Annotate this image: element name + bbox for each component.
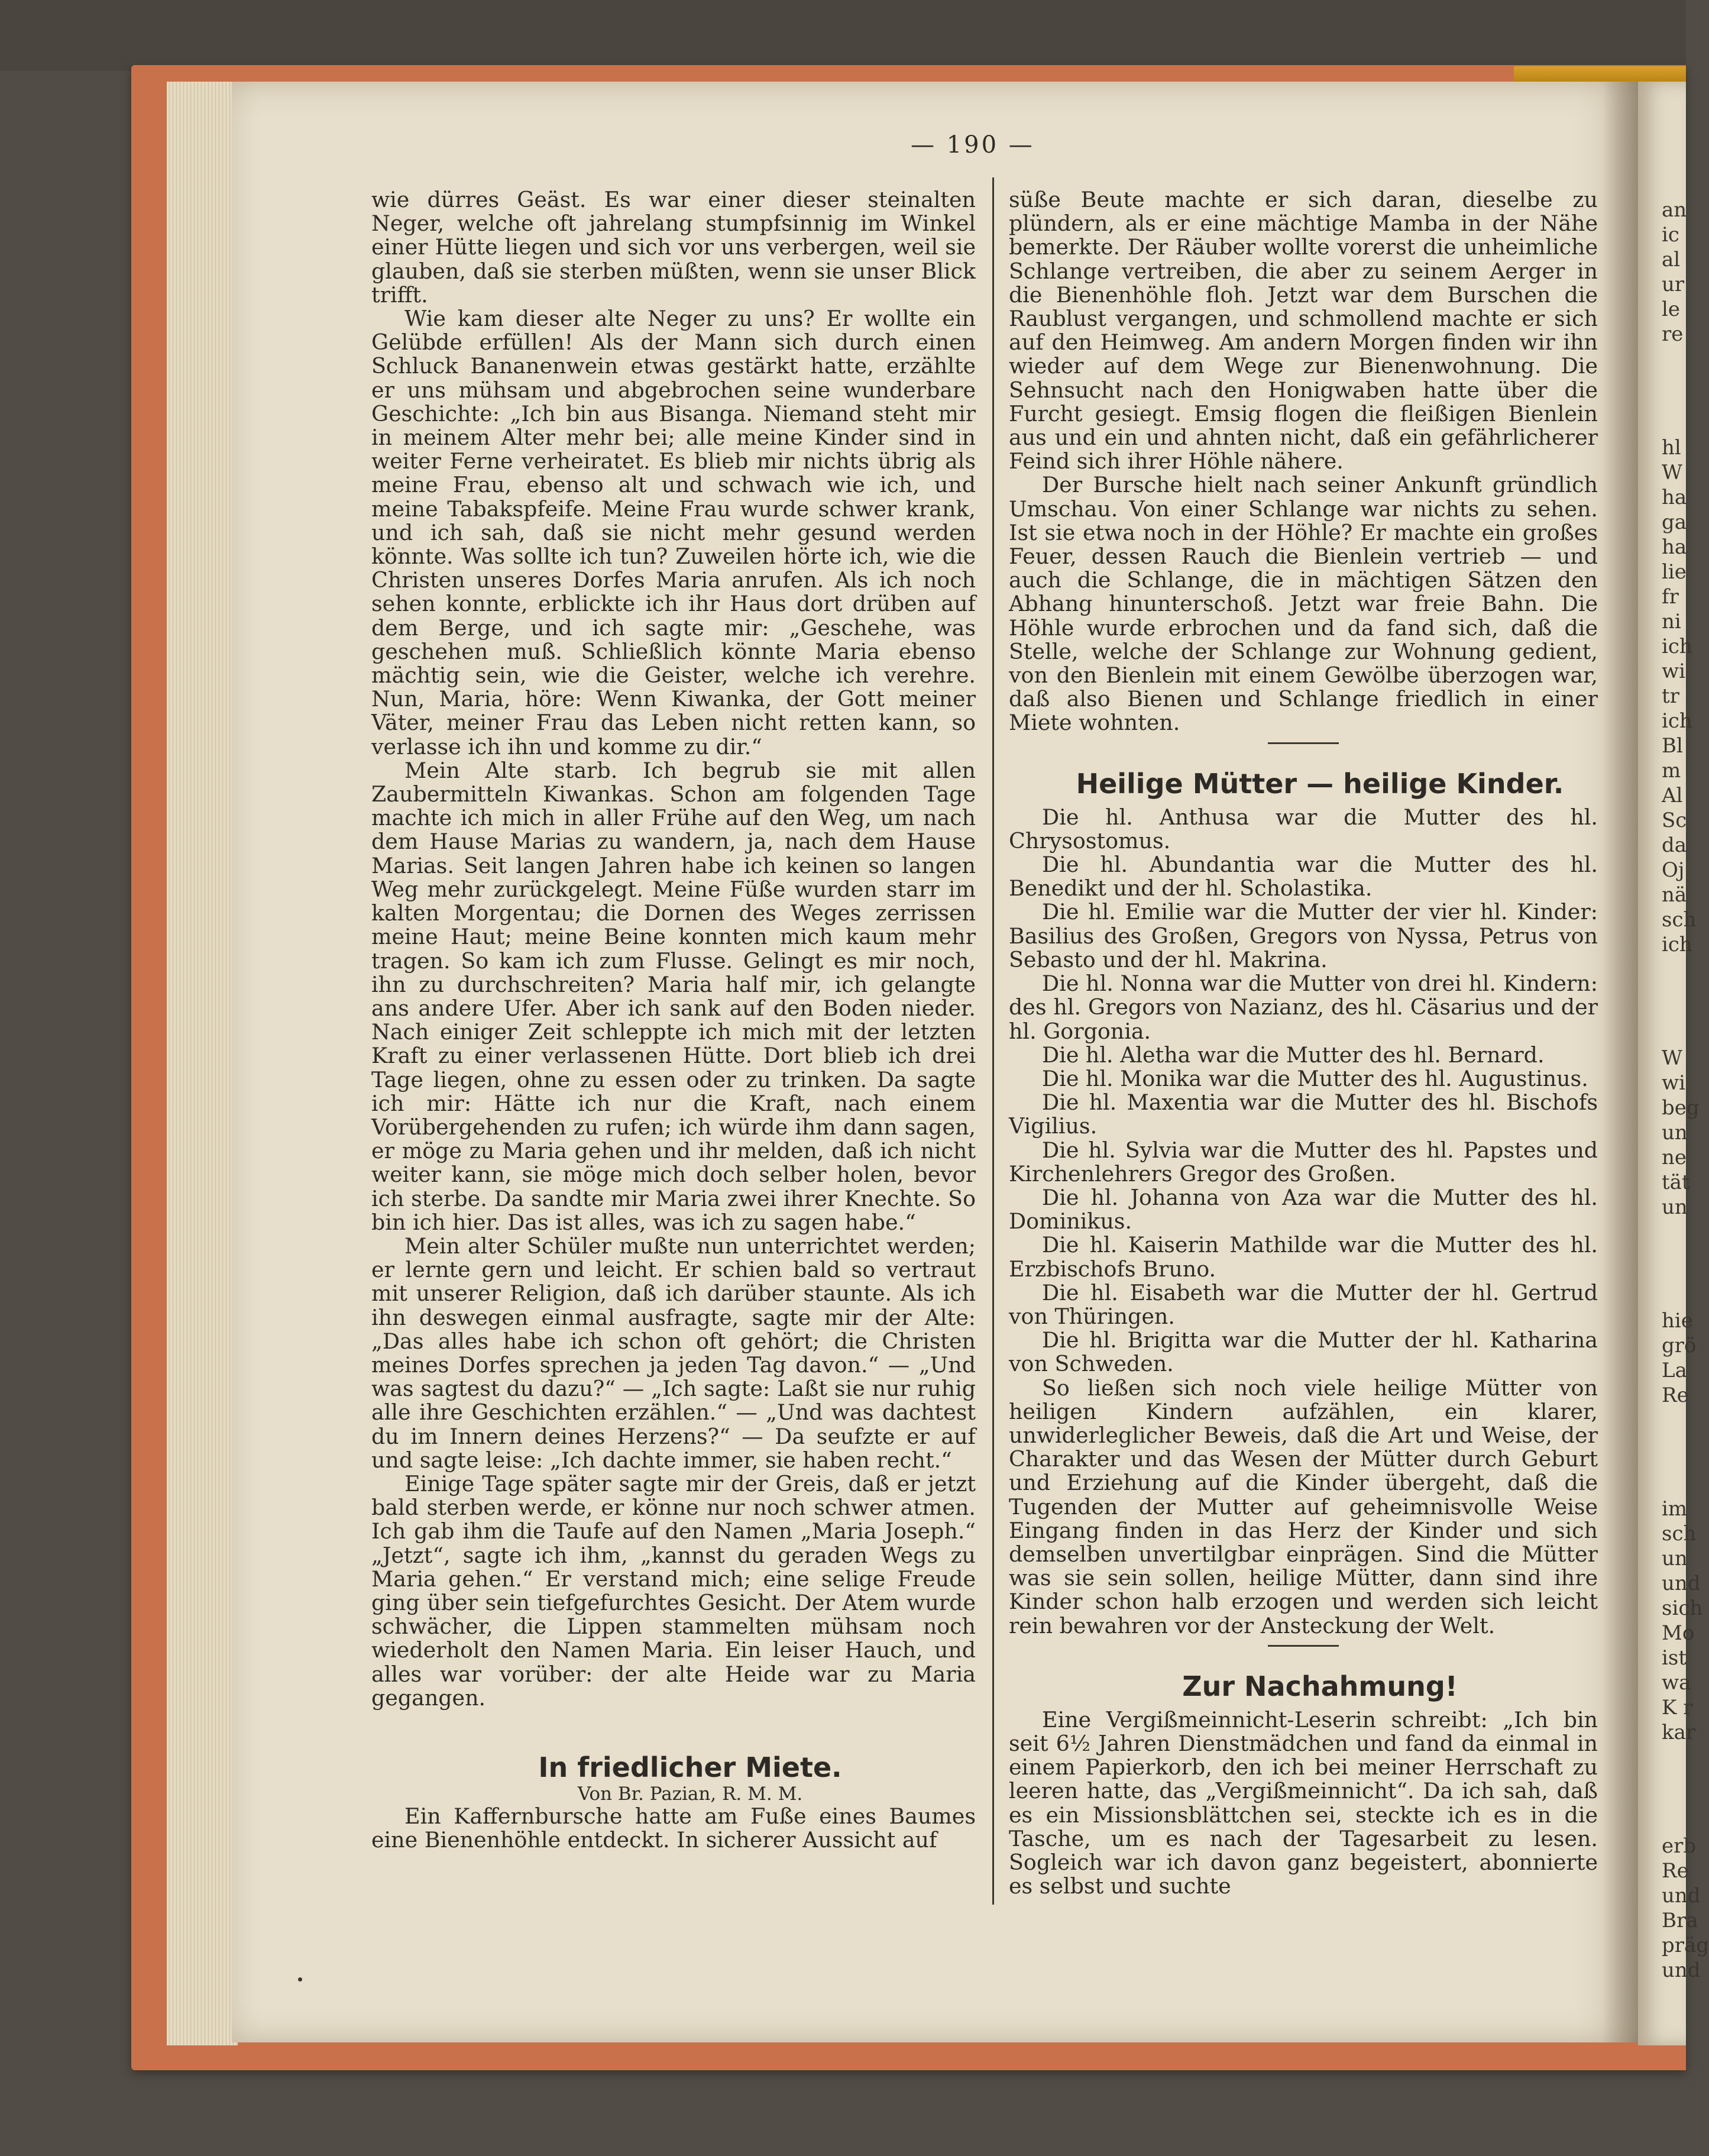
facing-page-fragment: ich bbox=[1662, 933, 1692, 956]
paragraph: Einige Tage später sagte mir der Greis, daß er jetzt bald sterben werde, er könne nur noch schwer atmen. Ich gab ihm die Taufe auf den Namen „Maria Joseph.“ „Jetzt“, sagte ich ihm, „kannst du geraden Wegs zu Maria gehen.“ Er verstand mich; eine selige Freude ging über sein tiefgefurchtes Gesicht. Der Atem wurde schwächer, die Lippen stammelten mühsam noch wiederholt den Namen Maria. Ein leiser Hauch, und alles war vorüber: der alte Heide war zu Maria gegangen. bbox=[371, 1470, 976, 1711]
facing-page-fragment: ha bbox=[1662, 486, 1687, 509]
facing-page-fragment: tät bbox=[1662, 1171, 1690, 1194]
facing-page-fragment: Sc bbox=[1662, 809, 1687, 832]
facing-page-fragment: un bbox=[1662, 1547, 1688, 1570]
facing-page-fragment: ga bbox=[1662, 510, 1687, 534]
facing-page-fragment: präg bbox=[1662, 1934, 1709, 1957]
facing-page-fragment: wi bbox=[1662, 660, 1685, 683]
scan-background bbox=[0, 0, 1686, 71]
facing-page-fragment: ich bbox=[1662, 709, 1692, 733]
facing-page-fragment: le bbox=[1662, 298, 1680, 321]
paragraph: Die hl. Kaiserin Mathilde war die Mutter des hl. Erzbischofs Bruno. bbox=[1009, 1232, 1598, 1282]
paragraph: süße Beute machte er sich daran, dieselbe zu plündern, als er eine mächtige Mamba in der Nähe bemerkte. Der Räuber wollte vorerst die unheimliche Schlange vertreiben, die aber zu seinem Aerger in die Bienenhöhle floh. Jetzt war dem Burschen die Raublust vergangen, und schmollend machte er sich auf den Heimweg. Am andern Morgen finden wir ihn wieder auf dem Wege zur Bienenwohnung. Die Sehnsucht nach den Honigwaben hatte über die Furcht gesiegt. Emsig flogen die fleißigen Bienlein aus und ein und ahnten nicht, daß ein gefährlicherer Feind sich ihrer Höhle nähere. bbox=[1009, 187, 1598, 474]
facing-page-fragment: W bbox=[1662, 1046, 1682, 1070]
paragraph: Die hl. Johanna von Aza war die Mutter des hl. Dominikus. bbox=[1009, 1184, 1598, 1234]
facing-page-fragment: Re bbox=[1662, 1859, 1689, 1883]
facing-page-fragment: Bra bbox=[1662, 1909, 1698, 1932]
facing-page-fragment: kar bbox=[1662, 1721, 1696, 1744]
left-column bbox=[371, 188, 976, 1852]
paragraph: Mein alter Schüler mußte nun unterrichtet werden; er lernte gern und leicht. Er schien bald so vertraut mit unserer Religion, daß ich darüber staunte. Als ich ihn deswegen einmal ausfragte, sagte mir der Alte: „Das alles habe ich schon oft gehört; die Christen meines Dorfes sprechen ja jeden Tag davon.“ — „Und was sagtest du dazu?“ — „Ich sagte: Laßt sie nur ruhig alle ihre Geschichten erzählen.“ — „Und was dachtest du im Innern deines Herzens?“ — Da seufzte er auf und sagte leise: „Ich dachte immer, sie haben recht.“ bbox=[371, 1233, 976, 1473]
page-gutter-shadow bbox=[1603, 82, 1638, 2042]
paragraph: Die hl. Brigitta war die Mutter der hl. Katharina von Schweden. bbox=[1009, 1327, 1598, 1377]
paragraph: Die hl. Monika war die Mutter des hl. Augustinus. bbox=[1042, 1065, 1588, 1091]
facing-page-fragment: ich bbox=[1662, 635, 1692, 658]
paragraph: wie dürres Geäst. Es war einer dieser steinalten Neger, welche oft jahrelang stumpfsinnig im Winkel einer Hütte liegen und sich vor uns verbergen, weil sie glauben, daß sie sterben müßten, wenn sie unser Blick trifft. bbox=[371, 187, 976, 308]
facing-page-fragment: Bl bbox=[1662, 734, 1683, 758]
facing-page-fragment: W bbox=[1662, 461, 1682, 484]
facing-page-fragment: hie bbox=[1662, 1309, 1693, 1333]
article-title: Heilige Mütter — heilige Kinder. bbox=[1076, 767, 1564, 800]
facing-page-fragment: K r bbox=[1662, 1696, 1693, 1719]
article-title: Zur Nachahmung! bbox=[1182, 1670, 1458, 1702]
facing-page-fragment: hl bbox=[1662, 436, 1681, 460]
paper-speck bbox=[298, 1977, 302, 1982]
facing-page-fragment: tr bbox=[1662, 684, 1679, 708]
facing-page-fragment: da bbox=[1662, 833, 1687, 857]
facing-page-fragment: beg bbox=[1662, 1096, 1700, 1120]
paragraph: Die hl. Maxentia war die Mutter des hl. Bischofs Vigilius. bbox=[1009, 1090, 1598, 1139]
facing-page-fragment: al bbox=[1662, 248, 1681, 271]
facing-page-fragment: La bbox=[1662, 1359, 1687, 1382]
paragraph: Wie kam dieser alte Neger zu uns? Er wollte ein Gelübde erfüllen! Als der Mann sich durch einen Schluck Bananenwein etwas gestärkt hatte, erzählte er uns mühsam und abgebrochen seine wunderbare Geschichte: „Ich bin aus Bisanga. Niemand steht mir in meinem Alter mehr bei; alle meine Kinder sind in weiter Ferne verheiratet. Es blieb mir nichts übrig als meine Frau, ebenso alt und schwach wie ich, und meine Tabakspfeife. Meine Frau wurde schwer krank, und ich sah, daß sie nicht mehr gesund werden könnte. Was sollte ich tun? Zuweilen hörte ich, wie die Christen unseres Dorfes Maria anrufen. Als ich noch sehen konnte, erblickte ich ihr Haus dort drüben auf dem Berge, und ich sagte mir: „Geschehe, was geschehen muß. Schließlich könnte Maria ebenso mächtig sein, wie die Geister, welche ich verehre. Nun, Maria, höre: Wenn Kiwanka, der Gott meiner Väter, meiner Frau das Leben nicht retten kann, so verlasse ich ihn und komme zu dir.“ bbox=[371, 306, 976, 759]
page-edges bbox=[167, 82, 238, 2045]
paragraph: Die hl. Sylvia war die Mutter des hl. Papstes und Kirchenlehrers Gregor des Großen. bbox=[1009, 1137, 1598, 1187]
facing-page-fragment: un bbox=[1662, 1195, 1688, 1219]
facing-page-fragment: ist bbox=[1662, 1646, 1687, 1670]
facing-page-fragment: und bbox=[1662, 1572, 1701, 1595]
paragraph: Die hl. Aletha war die Mutter des hl. Bernard. bbox=[1042, 1042, 1545, 1068]
facing-page-fragment: nä bbox=[1662, 883, 1687, 907]
column-divider bbox=[992, 177, 994, 1905]
facing-page-fragment: sch bbox=[1662, 1522, 1697, 1546]
paragraph: Mein Alte starb. Ich begrub sie mit allen Zaubermitteln Kiwankas. Schon am folgenden Tage machte ich mich in aller Frühe auf den Weg, um nach dem Hause Marias zu wandern, ja, nach dem Hause Marias. Seit langen Jahren habe ich keinen so langen Weg mehr zurückgelegt. Meine Füße wurden starr im kalten Morgentau; die Dornen des Weges zerrissen meine Haut; meine Beine konnten mich kaum mehr tragen. So kam ich zum Flusse. Gelingt es mir noch, ihn zu durchschreiten? Maria half mir, ich gelangte ans andere Ufer. Aber ich sank auf den Boden nieder. Nach einiger Zeit schleppte ich mich mit der letzten Kraft zu einer verlassenen Hütte. Dort blieb ich drei Tage liegen, ohne zu essen oder zu trinken. Da sagte ich mir: Hätte ich nur die Kraft, nach einem Vorübergehenden zu rufen; ich würde ihm dann sagen, er möge zu Maria gehen und ihr melden, daß ich nicht weiter kann, sie möge mich doch selber holen, bevor ich sterbe. Da sandte mir Maria zwei ihrer Knechte. So bin ich hier. Das ist alles, was ich zu sagen habe.“ bbox=[371, 757, 976, 1235]
facing-page-fragment: wi bbox=[1662, 1071, 1685, 1095]
facing-page-fragment: an bbox=[1662, 198, 1687, 222]
facing-page-fragment: erb bbox=[1662, 1834, 1697, 1858]
facing-page-fragment: lie bbox=[1662, 560, 1687, 584]
facing-page-fragment: und bbox=[1662, 1958, 1701, 1982]
facing-page-fragment: sch bbox=[1662, 908, 1697, 932]
article-byline: Von Br. Pazian, R. M. M. bbox=[577, 1783, 803, 1805]
paragraph: Die hl. Emilie war die Mutter der vier hl. Kinder: Basilius des Großen, Gregors von Nyssa, Petrus von Sebasto und der hl. Makrina. bbox=[1009, 899, 1598, 972]
facing-page-fragment: Mo bbox=[1662, 1621, 1695, 1645]
facing-page-fragment: Re bbox=[1662, 1384, 1689, 1407]
paragraph: Die hl. Anthusa war die Mutter des hl. Chrysostomus. bbox=[1009, 804, 1598, 854]
paragraph: Ein Kaffernbursche hatte am Fuße eines Baumes eine Bienenhöhle entdeckt. In sicherer Aussicht auf bbox=[371, 1803, 976, 1853]
paragraph: Die hl. Abundantia war die Mutter des hl. Benedikt und der hl. Scholastika. bbox=[1009, 852, 1598, 901]
facing-page-fragment: wa bbox=[1662, 1671, 1691, 1695]
facing-page-fragment: re bbox=[1662, 322, 1684, 346]
paragraph: Eine Vergißmeinnicht-Leserin schreibt: „Ich bin seit 6½ Jahren Dienstmädchen und fand da einmal in einem Papierkorb, den ich bei meiner Herrschaft zu leeren hatte, das „Vergißmeinnicht“. Da ich sah, daß es ein Missionsblättchen sei, steckte ich es in die Tasche, um es nach der Tagesarbeit zu lesen. Sogleich war ich davon ganz begeistert, abonnierte es selbst und suchte bbox=[1009, 1706, 1598, 1899]
facing-page-fragment: fr bbox=[1662, 585, 1679, 609]
facing-page-fragment: im bbox=[1662, 1497, 1688, 1521]
facing-page-fragment: ha bbox=[1662, 535, 1687, 559]
facing-page-fragment: und bbox=[1662, 1884, 1701, 1908]
facing-page-edge bbox=[1638, 82, 1709, 2045]
paragraph: Die hl. Eisabeth war die Mutter der hl. Gertrud von Thüringen. bbox=[1009, 1279, 1598, 1329]
facing-page-fragment: sich bbox=[1662, 1596, 1703, 1620]
paragraph: Der Bursche hielt nach seiner Ankunft gründlich Umschau. Von einer Schlange war nichts zu sehen. Ist sie etwa noch in der Höhle? Er machte ein großes Feuer, dessen Rauch die Bienlein vertrieb — und auch die Schlange, die in mächtigen Sätzen den Abhang hinunterschoß. Jetzt war freie Bahn. Die Höhle wurde erbrochen und da fand sich, daß die Stelle, welche der Schlange zur Wohnung gedient, von den Bienlein mit einem Gewölbe überzogen war, daß also Bienen und Schlange friedlich in einer Miete wohnten. bbox=[1009, 472, 1598, 736]
facing-page-fragment: ic bbox=[1662, 223, 1679, 247]
facing-page-fragment: Oj bbox=[1662, 858, 1685, 882]
facing-page-fragment: ur bbox=[1662, 273, 1685, 296]
facing-page-fragment: m bbox=[1662, 759, 1681, 783]
facing-page-fragment: Al bbox=[1662, 784, 1683, 807]
facing-page-fragment: ne bbox=[1662, 1146, 1687, 1169]
facing-page-fragment: grö bbox=[1662, 1334, 1697, 1357]
page-number: — 190 — bbox=[911, 131, 1035, 159]
paragraph: Die hl. Nonna war die Mutter von drei hl. Kindern: des hl. Gregors von Nazianz, des hl. Cäsarius und der hl. Gorgonia. bbox=[1009, 971, 1598, 1044]
article-title: In friedlicher Miete. bbox=[538, 1751, 842, 1783]
facing-page-fragment: un bbox=[1662, 1121, 1688, 1145]
paragraph: So ließen sich noch viele heilige Mütter von heiligen Kindern aufzählen, ein klarer, unwiderleglicher Beweis, daß die Art und Weise, der Charakter und das Wesen der Mütter durch Geburt und Erziehung auf die Kinder übergeht, daß die Tugenden der Mutter auf geheimnisvolle Weise Eingang finden in das Herz der Kinder und sich demselben unvertilgbar einprägen. Sind die Mütter was sie sein sollen, heilige Mütter, dann sind ihre Kinder schon halb erzogen und werden sich leicht rein bewahren vor der Ansteckung der Welt. bbox=[1009, 1375, 1598, 1638]
right-column bbox=[1009, 188, 1598, 1898]
facing-page-fragment: ni bbox=[1662, 610, 1681, 633]
